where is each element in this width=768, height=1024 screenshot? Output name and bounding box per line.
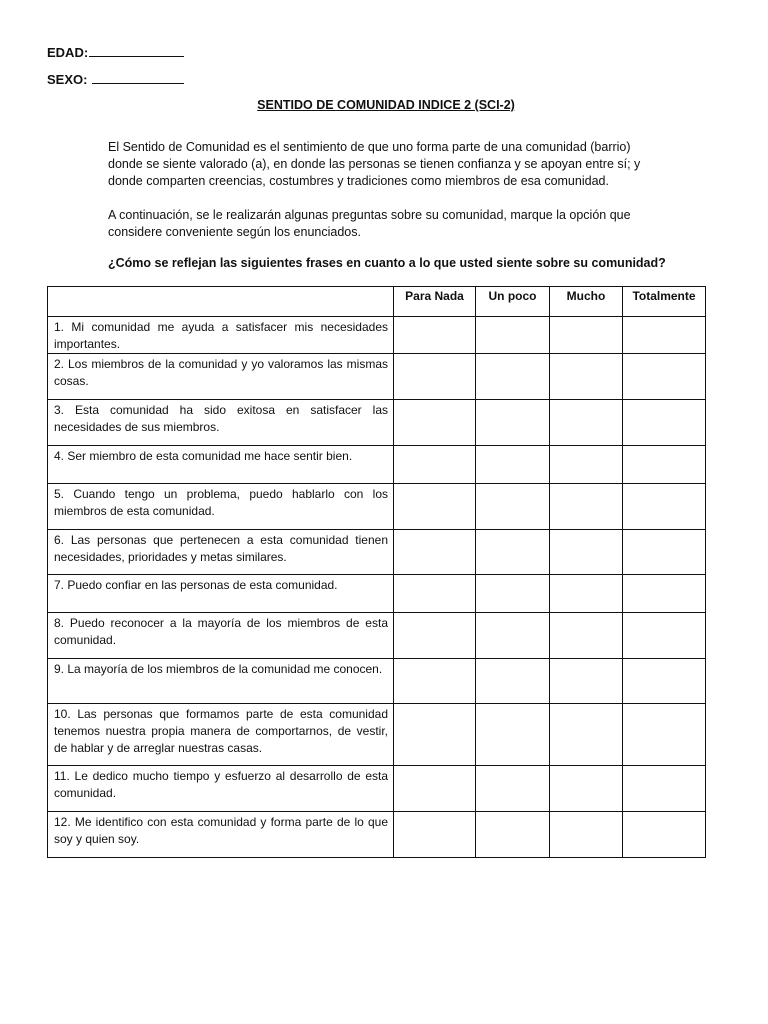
- item-statement: 2. Los miembros de la comunidad y yo valoramos las mismas cosas.: [48, 354, 394, 400]
- answer-cell-totalmente[interactable]: [623, 484, 706, 530]
- item-statement: 10. Las personas que formamos parte de esta comunidad tenemos nuestra propia manera de comportarnos, de vestir, de hablar y de arreglar nuestras casas.: [48, 704, 394, 766]
- header-un-poco: Un poco: [476, 287, 550, 317]
- table-row: [48, 446, 706, 484]
- answer-cell-mucho[interactable]: [550, 446, 623, 484]
- answer-cell-para-nada[interactable]: [394, 575, 476, 613]
- answer-cell-un-poco[interactable]: [476, 812, 550, 858]
- table-row: [48, 613, 706, 659]
- item-statement: 7. Puedo confiar en las personas de esta comunidad.: [48, 575, 394, 613]
- table-row: [48, 659, 706, 704]
- answer-cell-mucho[interactable]: [550, 317, 623, 354]
- answer-cell-un-poco[interactable]: [476, 613, 550, 659]
- sexo-blank-line[interactable]: [92, 72, 184, 84]
- answer-cell-totalmente[interactable]: [623, 446, 706, 484]
- answer-cell-un-poco[interactable]: [476, 354, 550, 400]
- header-para-nada: Para Nada: [394, 287, 476, 317]
- sexo-label: SEXO:: [47, 72, 88, 87]
- answer-cell-totalmente[interactable]: [623, 766, 706, 812]
- survey-table: [47, 286, 706, 858]
- answer-cell-para-nada[interactable]: [394, 613, 476, 659]
- item-statement: 5. Cuando tengo un problema, puedo hablarlo con los miembros de esta comunidad.: [48, 484, 394, 530]
- answer-cell-totalmente[interactable]: [623, 354, 706, 400]
- answer-cell-para-nada[interactable]: [394, 484, 476, 530]
- answer-cell-totalmente[interactable]: [623, 400, 706, 446]
- answer-cell-totalmente[interactable]: [623, 659, 706, 704]
- answer-cell-un-poco[interactable]: [476, 766, 550, 812]
- table-row: [48, 317, 706, 354]
- edad-field: [47, 45, 184, 60]
- answer-cell-para-nada[interactable]: [394, 446, 476, 484]
- answer-cell-mucho[interactable]: [550, 766, 623, 812]
- answer-cell-un-poco[interactable]: [476, 659, 550, 704]
- item-statement: 8. Puedo reconocer a la mayoría de los miembros de esta comunidad.: [48, 613, 394, 659]
- answer-cell-mucho[interactable]: [550, 812, 623, 858]
- answer-cell-para-nada[interactable]: [394, 530, 476, 575]
- item-statement: 9. La mayoría de los miembros de la comunidad me conocen.: [48, 659, 394, 704]
- header-totalmente: Totalmente: [623, 287, 706, 317]
- document-title: SENTIDO DE COMUNIDAD INDICE 2 (SCI-2): [257, 98, 515, 112]
- sexo-field: [47, 72, 184, 87]
- table-header-row: [48, 287, 706, 317]
- table-row: [48, 400, 706, 446]
- answer-cell-para-nada[interactable]: [394, 704, 476, 766]
- answer-cell-mucho[interactable]: [550, 613, 623, 659]
- table-row: [48, 575, 706, 613]
- intro-paragraph-2: A continuación, se le realizarán algunas preguntas sobre su comunidad, marque la opción que considere conveniente según los enunciados.: [108, 208, 631, 239]
- table-row: [48, 766, 706, 812]
- item-statement: 6. Las personas que pertenecen a esta comunidad tienen necesidades, prioridades y metas similares.: [48, 530, 394, 575]
- answer-cell-mucho[interactable]: [550, 575, 623, 613]
- item-statement: 11. Le dedico mucho tiempo y esfuerzo al desarrollo de esta comunidad.: [48, 766, 394, 812]
- answer-cell-mucho[interactable]: [550, 400, 623, 446]
- answer-cell-para-nada[interactable]: [394, 812, 476, 858]
- answer-cell-para-nada[interactable]: [394, 317, 476, 354]
- answer-cell-totalmente[interactable]: [623, 530, 706, 575]
- item-statement: 3. Esta comunidad ha sido exitosa en satisfacer las necesidades de sus miembros.: [48, 400, 394, 446]
- item-statement: 1. Mi comunidad me ayuda a satisfacer mis necesidades importantes.: [48, 317, 394, 354]
- table-row: [48, 530, 706, 575]
- answer-cell-para-nada[interactable]: [394, 354, 476, 400]
- answer-cell-un-poco[interactable]: [476, 446, 550, 484]
- answer-cell-mucho[interactable]: [550, 354, 623, 400]
- answer-cell-mucho[interactable]: [550, 659, 623, 704]
- answer-cell-un-poco[interactable]: [476, 575, 550, 613]
- table-row: [48, 704, 706, 766]
- header-mucho: Mucho: [550, 287, 623, 317]
- edad-blank-line[interactable]: [89, 45, 184, 57]
- answer-cell-mucho[interactable]: [550, 704, 623, 766]
- answer-cell-totalmente[interactable]: [623, 613, 706, 659]
- table-row: [48, 484, 706, 530]
- answer-cell-un-poco[interactable]: [476, 530, 550, 575]
- answer-cell-totalmente[interactable]: [623, 575, 706, 613]
- answer-cell-para-nada[interactable]: [394, 766, 476, 812]
- answer-cell-un-poco[interactable]: [476, 317, 550, 354]
- answer-cell-mucho[interactable]: [550, 530, 623, 575]
- answer-cell-totalmente[interactable]: [623, 704, 706, 766]
- item-statement: 4. Ser miembro de esta comunidad me hace sentir bien.: [48, 446, 394, 484]
- survey-question: ¿Cómo se reflejan las siguientes frases en cuanto a lo que usted siente sobre su comunidad?: [108, 256, 666, 270]
- answer-cell-un-poco[interactable]: [476, 400, 550, 446]
- table-row: [48, 812, 706, 858]
- edad-label: EDAD:: [47, 45, 89, 60]
- answer-cell-totalmente[interactable]: [623, 317, 706, 354]
- answer-cell-para-nada[interactable]: [394, 400, 476, 446]
- answer-cell-para-nada[interactable]: [394, 659, 476, 704]
- answer-cell-mucho[interactable]: [550, 484, 623, 530]
- answer-cell-un-poco[interactable]: [476, 484, 550, 530]
- header-item: [48, 287, 394, 317]
- answer-cell-un-poco[interactable]: [476, 704, 550, 766]
- item-statement: 12. Me identifico con esta comunidad y forma parte de lo que soy y quien soy.: [48, 812, 394, 858]
- table-row: [48, 354, 706, 400]
- intro-paragraph-1: El Sentido de Comunidad es el sentimiento de que uno forma parte de una comunidad (barrio) donde se siente valorado (a), en donde las personas se tienen confianza y se apoyan entre sí; y donde comparten creencias, costumbres y tradiciones como miembros de esa comunidad.: [108, 140, 641, 188]
- answer-cell-totalmente[interactable]: [623, 812, 706, 858]
